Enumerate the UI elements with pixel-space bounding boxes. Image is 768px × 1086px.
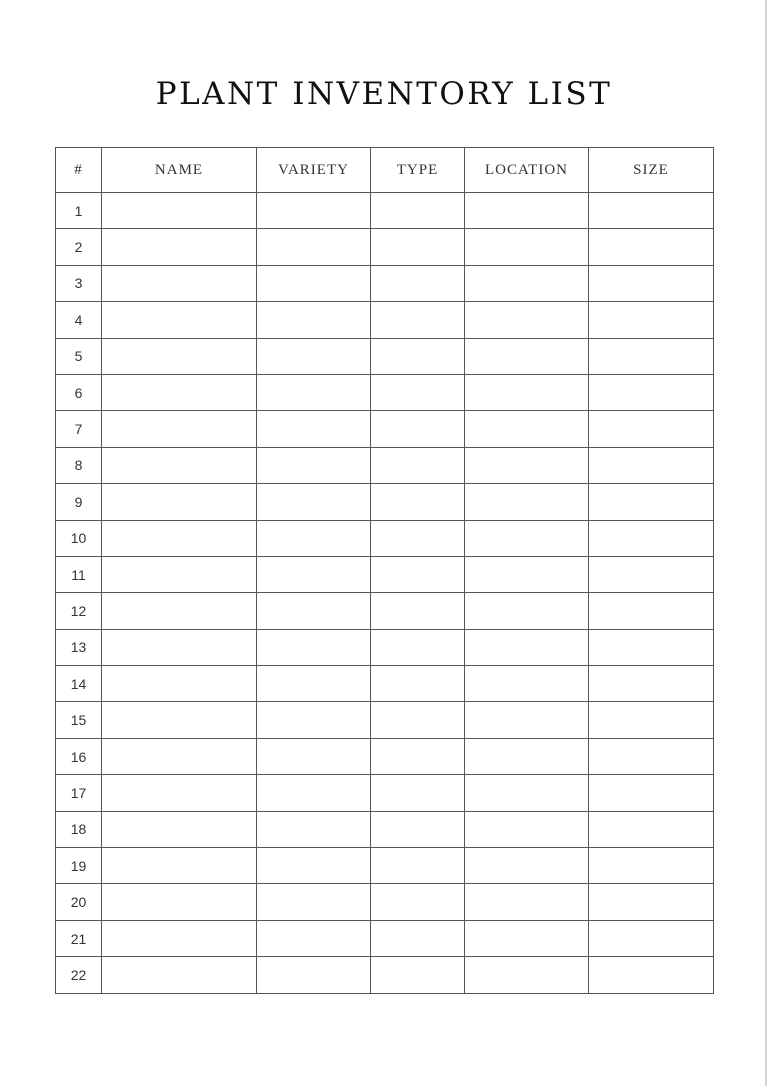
cell-type[interactable] <box>371 920 465 956</box>
cell-location[interactable] <box>465 520 589 556</box>
cell-name[interactable] <box>102 957 257 993</box>
row-number: 22 <box>56 957 102 993</box>
cell-size[interactable] <box>589 484 714 520</box>
cell-size[interactable] <box>589 593 714 629</box>
cell-variety[interactable] <box>257 738 371 774</box>
cell-name[interactable] <box>102 884 257 920</box>
table-row <box>56 738 714 774</box>
row-number: 20 <box>56 884 102 920</box>
cell-name[interactable] <box>102 520 257 556</box>
table-row <box>56 811 714 847</box>
cell-size[interactable] <box>589 629 714 665</box>
cell-type[interactable] <box>371 666 465 702</box>
header-location: LOCATION <box>465 148 589 193</box>
cell-variety[interactable] <box>257 411 371 447</box>
cell-location[interactable] <box>465 702 589 738</box>
row-number: 2 <box>56 229 102 265</box>
row-number: 6 <box>56 374 102 410</box>
table-row <box>56 593 714 629</box>
cell-location[interactable] <box>465 193 589 229</box>
cell-type[interactable] <box>371 738 465 774</box>
header-type: TYPE <box>371 148 465 193</box>
cell-variety[interactable] <box>257 666 371 702</box>
cell-variety[interactable] <box>257 520 371 556</box>
cell-type[interactable] <box>371 629 465 665</box>
row-number: 21 <box>56 920 102 956</box>
row-number: 3 <box>56 265 102 301</box>
inventory-table <box>55 147 714 994</box>
cell-location[interactable] <box>465 265 589 301</box>
cell-location[interactable] <box>465 666 589 702</box>
cell-location[interactable] <box>465 338 589 374</box>
cell-variety[interactable] <box>257 193 371 229</box>
cell-name[interactable] <box>102 374 257 410</box>
cell-location[interactable] <box>465 302 589 338</box>
cell-variety[interactable] <box>257 920 371 956</box>
page-title: PLANT INVENTORY LIST <box>155 76 613 112</box>
cell-location[interactable] <box>465 556 589 592</box>
cell-location[interactable] <box>465 447 589 483</box>
cell-type[interactable] <box>371 302 465 338</box>
cell-type[interactable] <box>371 265 465 301</box>
row-number: 5 <box>56 338 102 374</box>
row-number: 16 <box>56 738 102 774</box>
cell-type[interactable] <box>371 411 465 447</box>
row-number: 10 <box>56 520 102 556</box>
cell-size[interactable] <box>589 920 714 956</box>
cell-variety[interactable] <box>257 265 371 301</box>
table-row <box>56 629 714 665</box>
cell-variety[interactable] <box>257 848 371 884</box>
table-row <box>56 666 714 702</box>
row-number: 13 <box>56 629 102 665</box>
cell-name[interactable] <box>102 447 257 483</box>
page-edge <box>765 0 767 1086</box>
cell-location[interactable] <box>465 374 589 410</box>
cell-type[interactable] <box>371 884 465 920</box>
row-number: 9 <box>56 484 102 520</box>
cell-size[interactable] <box>589 374 714 410</box>
cell-type[interactable] <box>371 193 465 229</box>
cell-type[interactable] <box>371 593 465 629</box>
header-row <box>56 148 714 193</box>
cell-variety[interactable] <box>257 447 371 483</box>
cell-location[interactable] <box>465 411 589 447</box>
cell-type[interactable] <box>371 484 465 520</box>
table-row <box>56 411 714 447</box>
cell-size[interactable] <box>589 520 714 556</box>
cell-variety[interactable] <box>257 593 371 629</box>
cell-size[interactable] <box>589 411 714 447</box>
cell-name[interactable] <box>102 920 257 956</box>
cell-size[interactable] <box>589 556 714 592</box>
cell-name[interactable] <box>102 411 257 447</box>
table-row <box>56 484 714 520</box>
cell-size[interactable] <box>589 666 714 702</box>
table-row <box>56 229 714 265</box>
row-number: 1 <box>56 193 102 229</box>
cell-name[interactable] <box>102 229 257 265</box>
cell-location[interactable] <box>465 775 589 811</box>
cell-name[interactable] <box>102 302 257 338</box>
row-number: 14 <box>56 666 102 702</box>
header-variety: VARIETY <box>257 148 371 193</box>
cell-size[interactable] <box>589 193 714 229</box>
cell-type[interactable] <box>371 556 465 592</box>
row-number: 18 <box>56 811 102 847</box>
cell-variety[interactable] <box>257 556 371 592</box>
table-row <box>56 957 714 993</box>
table-row <box>56 556 714 592</box>
cell-location[interactable] <box>465 229 589 265</box>
row-number: 4 <box>56 302 102 338</box>
cell-name[interactable] <box>102 811 257 847</box>
cell-size[interactable] <box>589 848 714 884</box>
table-row <box>56 884 714 920</box>
cell-location[interactable] <box>465 884 589 920</box>
table-row <box>56 520 714 556</box>
cell-type[interactable] <box>371 811 465 847</box>
table-row <box>56 848 714 884</box>
row-number: 7 <box>56 411 102 447</box>
cell-location[interactable] <box>465 593 589 629</box>
row-number: 19 <box>56 848 102 884</box>
table-row <box>56 265 714 301</box>
table-row <box>56 374 714 410</box>
cell-name[interactable] <box>102 593 257 629</box>
cell-variety[interactable] <box>257 229 371 265</box>
cell-size[interactable] <box>589 884 714 920</box>
cell-name[interactable] <box>102 193 257 229</box>
cell-type[interactable] <box>371 848 465 884</box>
row-number: 11 <box>56 556 102 592</box>
cell-name[interactable] <box>102 265 257 301</box>
table-row <box>56 702 714 738</box>
cell-location[interactable] <box>465 738 589 774</box>
header-number: # <box>56 148 102 193</box>
table-row <box>56 775 714 811</box>
cell-location[interactable] <box>465 484 589 520</box>
cell-variety[interactable] <box>257 957 371 993</box>
cell-name[interactable] <box>102 556 257 592</box>
cell-size[interactable] <box>589 811 714 847</box>
cell-location[interactable] <box>465 920 589 956</box>
cell-location[interactable] <box>465 848 589 884</box>
cell-name[interactable] <box>102 738 257 774</box>
cell-name[interactable] <box>102 338 257 374</box>
cell-variety[interactable] <box>257 811 371 847</box>
cell-size[interactable] <box>589 229 714 265</box>
cell-size[interactable] <box>589 265 714 301</box>
cell-name[interactable] <box>102 629 257 665</box>
table-row <box>56 302 714 338</box>
table-row <box>56 920 714 956</box>
cell-variety[interactable] <box>257 302 371 338</box>
row-number: 12 <box>56 593 102 629</box>
table-row <box>56 447 714 483</box>
cell-type[interactable] <box>371 957 465 993</box>
cell-type[interactable] <box>371 374 465 410</box>
cell-size[interactable] <box>589 702 714 738</box>
row-number: 8 <box>56 447 102 483</box>
cell-type[interactable] <box>371 775 465 811</box>
cell-name[interactable] <box>102 666 257 702</box>
cell-name[interactable] <box>102 484 257 520</box>
cell-size[interactable] <box>589 338 714 374</box>
cell-variety[interactable] <box>257 884 371 920</box>
cell-name[interactable] <box>102 775 257 811</box>
cell-size[interactable] <box>589 302 714 338</box>
cell-variety[interactable] <box>257 775 371 811</box>
cell-size[interactable] <box>589 775 714 811</box>
header-size: SIZE <box>589 148 714 193</box>
row-number: 17 <box>56 775 102 811</box>
cell-size[interactable] <box>589 738 714 774</box>
cell-variety[interactable] <box>257 629 371 665</box>
cell-size[interactable] <box>589 447 714 483</box>
cell-location[interactable] <box>465 629 589 665</box>
table-row <box>56 338 714 374</box>
cell-variety[interactable] <box>257 702 371 738</box>
cell-type[interactable] <box>371 229 465 265</box>
cell-variety[interactable] <box>257 484 371 520</box>
table-row <box>56 193 714 229</box>
cell-name[interactable] <box>102 848 257 884</box>
cell-type[interactable] <box>371 447 465 483</box>
cell-location[interactable] <box>465 811 589 847</box>
cell-location[interactable] <box>465 957 589 993</box>
header-name: NAME <box>102 148 257 193</box>
cell-type[interactable] <box>371 520 465 556</box>
cell-variety[interactable] <box>257 374 371 410</box>
row-number: 15 <box>56 702 102 738</box>
cell-variety[interactable] <box>257 338 371 374</box>
cell-name[interactable] <box>102 702 257 738</box>
cell-size[interactable] <box>589 957 714 993</box>
cell-type[interactable] <box>371 702 465 738</box>
cell-type[interactable] <box>371 338 465 374</box>
